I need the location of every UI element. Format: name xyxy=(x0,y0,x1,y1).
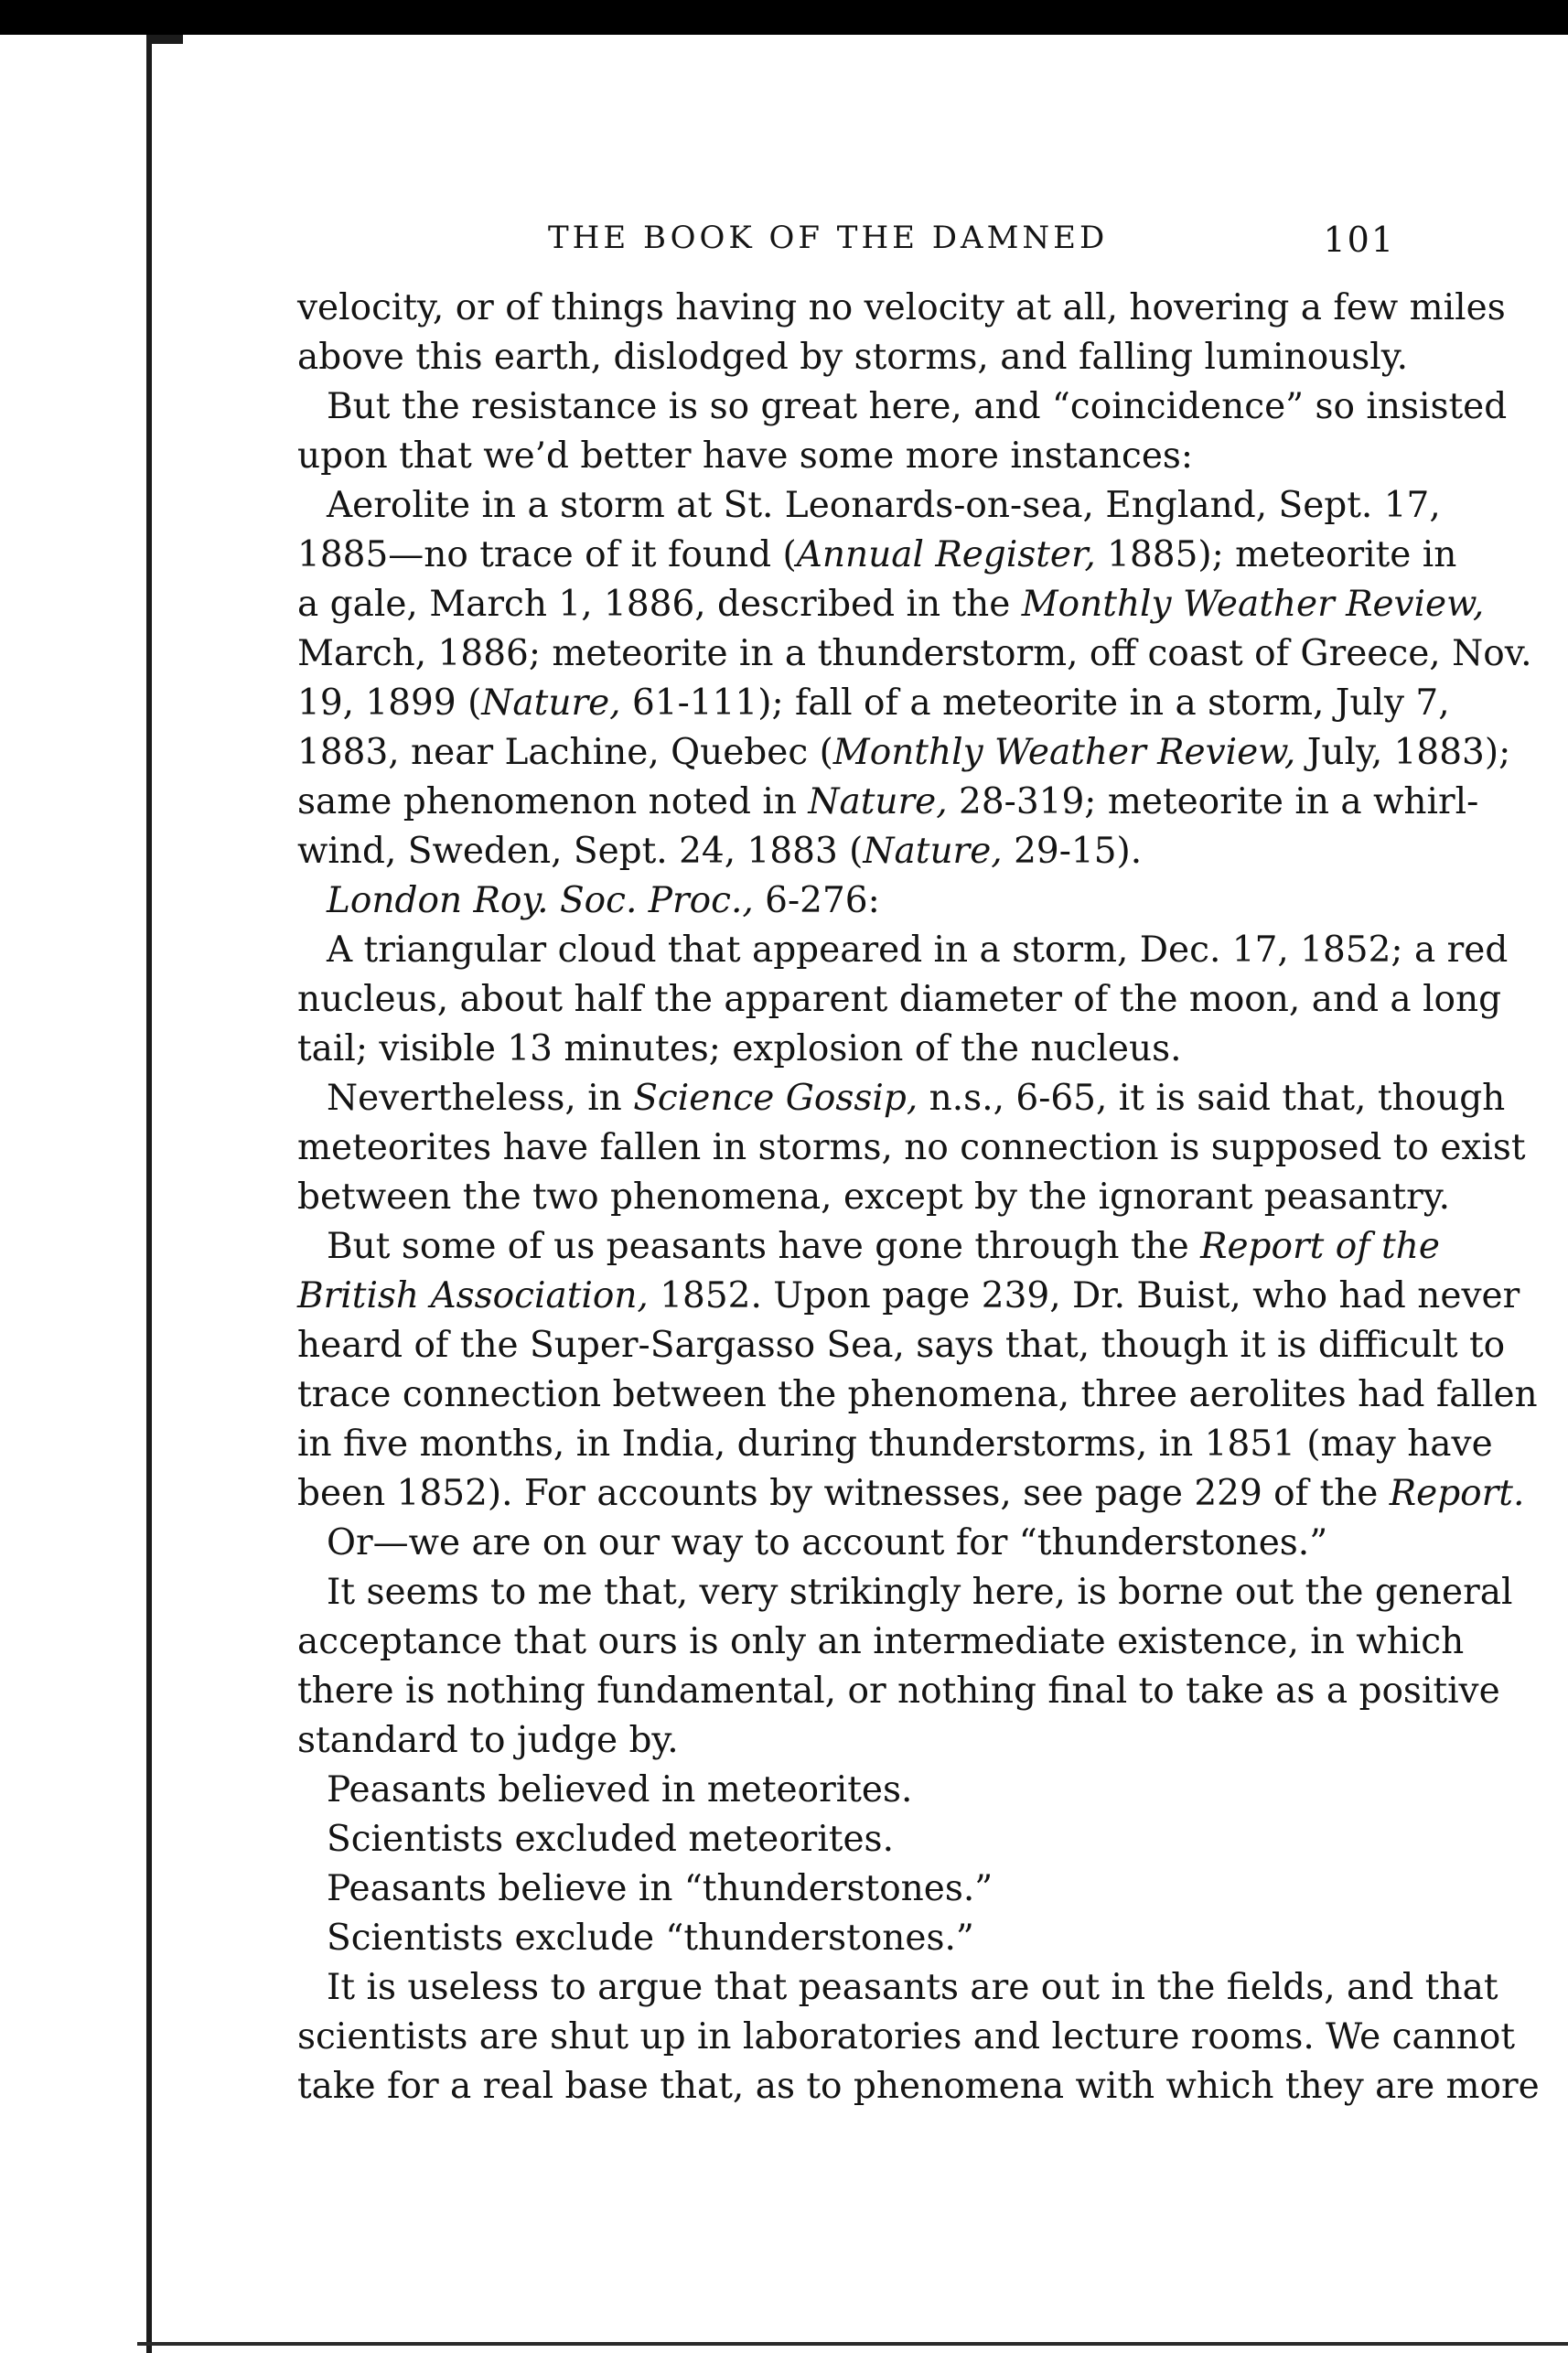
text-line: between the two phenomena, except by the ignorant peasantry. xyxy=(297,1176,1451,1218)
scan-bottom-edge xyxy=(137,2342,1568,2346)
text-line: in five months, in India, during thunderstorms, in 1851 (may have xyxy=(297,1424,1493,1465)
text-line: Peasants believed in meteorites. xyxy=(327,1769,913,1810)
text-line: It seems to me that, very strikingly here, is borne out the general xyxy=(327,1572,1513,1613)
text-line: nucleus, about half the apparent diameter of the moon, and a long xyxy=(297,979,1502,1020)
scan-top-edge xyxy=(0,0,1568,35)
running-title: THE BOOK OF THE DAMNED xyxy=(548,220,1109,256)
text-line: wind, Sweden, Sept. 24, 1883 (Nature, 29-15). xyxy=(297,831,1143,872)
text-line: scientists are shut up in laboratories and lecture rooms. We cannot xyxy=(297,2016,1516,2058)
text-line: same phenomenon noted in Nature, 28-319; meteorite in a whirl- xyxy=(297,781,1479,822)
text-line: upon that we’d better have some more instances: xyxy=(297,435,1194,477)
text-line: British Association, 1852. Upon page 239, Dr. Buist, who had never xyxy=(297,1275,1520,1316)
text-line: Scientists exclude “thunderstones.” xyxy=(327,1918,974,1959)
text-line: 1885—no trace of it found (Annual Register, 1885); meteorite in xyxy=(297,534,1457,575)
text-line: acceptance that ours is only an intermediate existence, in which xyxy=(297,1621,1465,1662)
text-line: 19, 1899 (Nature, 61-111); fall of a meteorite in a storm, July 7, xyxy=(297,682,1450,724)
text-line: But some of us peasants have gone through the Report of the xyxy=(327,1226,1440,1267)
text-line: been 1852). For accounts by witnesses, see page 229 of the Report. xyxy=(297,1473,1525,1514)
text-line: Scientists excluded meteorites. xyxy=(327,1819,894,1860)
text-line: March, 1886; meteorite in a thunderstorm, off coast of Greece, Nov. xyxy=(297,633,1532,674)
page-number: 101 xyxy=(1323,220,1395,260)
text-line: there is nothing fundamental, or nothing final to take as a positive xyxy=(297,1671,1500,1712)
text-line: Peasants believe in “thunderstones.” xyxy=(327,1868,993,1909)
text-line: take for a real base that, as to phenomena with which they are more xyxy=(297,2066,1540,2107)
binding-edge xyxy=(146,37,152,2353)
body-text xyxy=(297,284,1540,2111)
text-line: But the resistance is so great here, and “coincidence” so insisted xyxy=(327,386,1508,427)
text-line: a gale, March 1, 1886, described in the Monthly Weather Review, xyxy=(297,584,1485,625)
text-line: Aerolite in a storm at St. Leonards-on-sea, England, Sept. 17, xyxy=(327,485,1441,526)
binding-hook xyxy=(146,35,183,44)
text-line: tail; visible 13 minutes; explosion of the nucleus. xyxy=(297,1028,1182,1069)
text-line: above this earth, dislodged by storms, and falling luminously. xyxy=(297,337,1409,378)
text-line: Or—we are on our way to account for “thunderstones.” xyxy=(327,1522,1328,1563)
text-line: 1883, near Lachine, Quebec (Monthly Weather Review, July, 1883); xyxy=(297,732,1511,773)
text-line: Nevertheless, in Science Gossip, n.s., 6-65, it is said that, though xyxy=(327,1078,1506,1119)
text-line: trace connection between the phenomena, three aerolites had fallen xyxy=(297,1374,1538,1415)
text-line: standard to judge by. xyxy=(297,1720,679,1761)
text-line: heard of the Super-Sargasso Sea, says that, though it is difficult to xyxy=(297,1325,1506,1366)
text-line: velocity, or of things having no velocity at all, hovering a few miles xyxy=(297,287,1506,328)
text-line: A triangular cloud that appeared in a storm, Dec. 17, 1852; a red xyxy=(327,929,1509,971)
page-header xyxy=(297,220,1395,274)
text-line: London Roy. Soc. Proc., 6-276: xyxy=(327,880,880,921)
text-line: It is useless to argue that peasants are out in the fields, and that xyxy=(327,1967,1498,2008)
text-line: meteorites have fallen in storms, no connection is supposed to exist xyxy=(297,1127,1526,1168)
